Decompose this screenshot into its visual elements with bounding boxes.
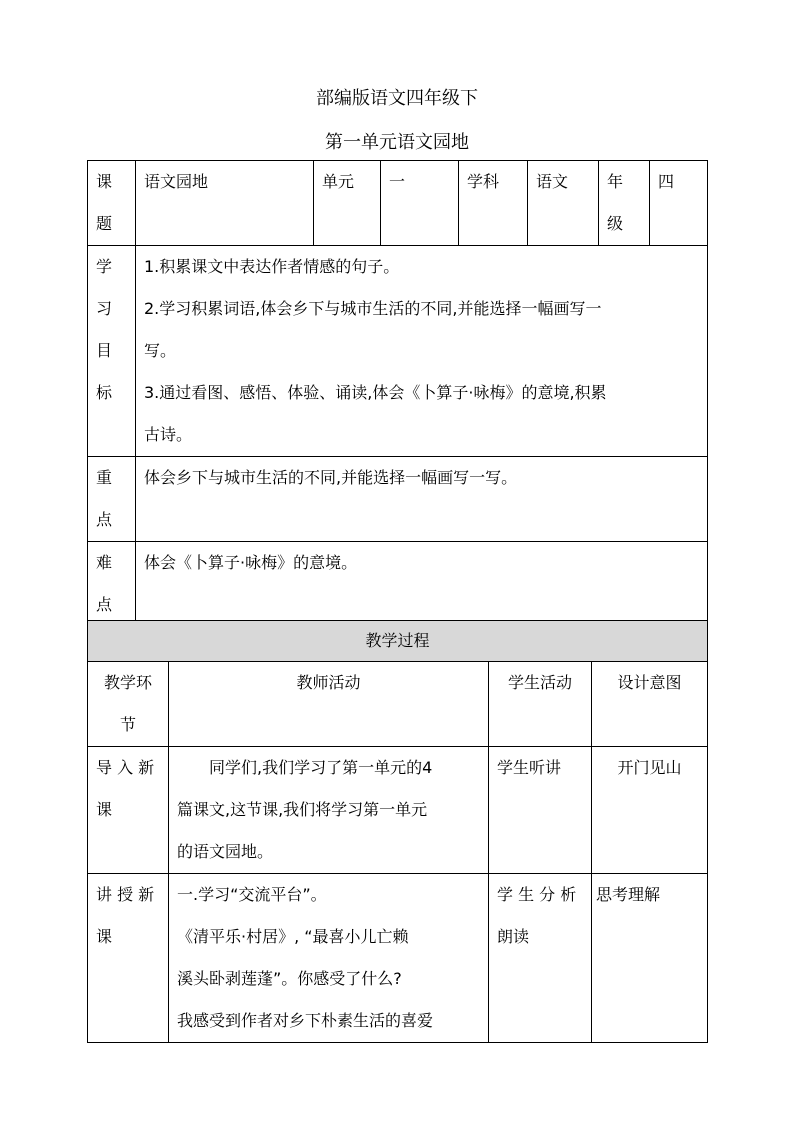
design-intent-cell: 思考理解 <box>592 874 708 1043</box>
goal-line: 古诗。 <box>144 425 193 444</box>
goals-content <box>136 246 708 457</box>
key-point-label: 重 点 <box>88 457 136 542</box>
stage-cell: 讲 授 新 课 <box>88 874 169 1043</box>
teacher-activity-cell: 同学们,我们学习了第一单元的4 篇课文,这节课,我们将学习第一单元 的语文园地。 <box>169 747 489 874</box>
student-activity-cell: 学生听讲 <box>489 747 592 874</box>
unit-value: 一 <box>381 161 459 246</box>
goal-line: 写。 <box>144 341 177 360</box>
document-title: 部编版语文四年级下 <box>316 88 478 109</box>
intent-column-header: 设计意图 <box>592 662 708 747</box>
lesson-info-table <box>87 160 708 627</box>
table-row <box>88 874 708 1043</box>
topic-value: 语文园地 <box>136 161 314 246</box>
teacher-activity-cell: 一.学习“交流平台”。 《清平乐·村居》, “最喜小儿亡赖 溪头卧剥莲蓬”。你感受了什么? 我感受到作者对乡下朴素生活的喜爱 <box>169 874 489 1043</box>
stage-column-header: 教学环 节 <box>88 662 169 747</box>
key-point-text: 体会乡下与城市生活的不同,并能选择一幅画写一写。 <box>136 457 708 542</box>
process-title: 教学过程 <box>88 621 708 662</box>
difficulty-row <box>88 542 708 627</box>
design-intent-cell: 开门见山 <box>592 747 708 874</box>
unit-label: 单元 <box>314 161 381 246</box>
document-subtitle: 第一单元语文园地 <box>325 132 469 153</box>
teacher-column-header: 教师活动 <box>169 662 489 747</box>
grade-label: 年 级 <box>599 161 650 246</box>
table-row <box>88 747 708 874</box>
process-header-row <box>88 662 708 747</box>
stage-cell: 导 入 新 课 <box>88 747 169 874</box>
goal-line: 3.通过看图、感悟、体验、诵读,体会《卜算子·咏梅》的意境,积累 <box>144 383 607 402</box>
student-activity-cell: 学 生 分 析 朗读 <box>489 874 592 1043</box>
grade-value: 四 <box>650 161 708 246</box>
info-row <box>88 161 708 246</box>
student-column-header: 学生活动 <box>489 662 592 747</box>
goals-label: 学 习 目 标 <box>88 246 136 457</box>
goal-line: 1.积累课文中表达作者情感的句子。 <box>144 257 400 276</box>
difficulty-label: 难 点 <box>88 542 136 627</box>
process-title-row <box>88 621 708 662</box>
topic-label: 课 题 <box>88 161 136 246</box>
difficulty-text: 体会《卜算子·咏梅》的意境。 <box>136 542 708 627</box>
key-point-row <box>88 457 708 542</box>
goals-row <box>88 246 708 457</box>
teaching-process-table <box>87 620 708 1043</box>
subject-value: 语文 <box>528 161 599 246</box>
subject-label: 学科 <box>459 161 528 246</box>
goal-line: 2.学习积累词语,体会乡下与城市生活的不同,并能选择一幅画写一 <box>144 299 602 318</box>
